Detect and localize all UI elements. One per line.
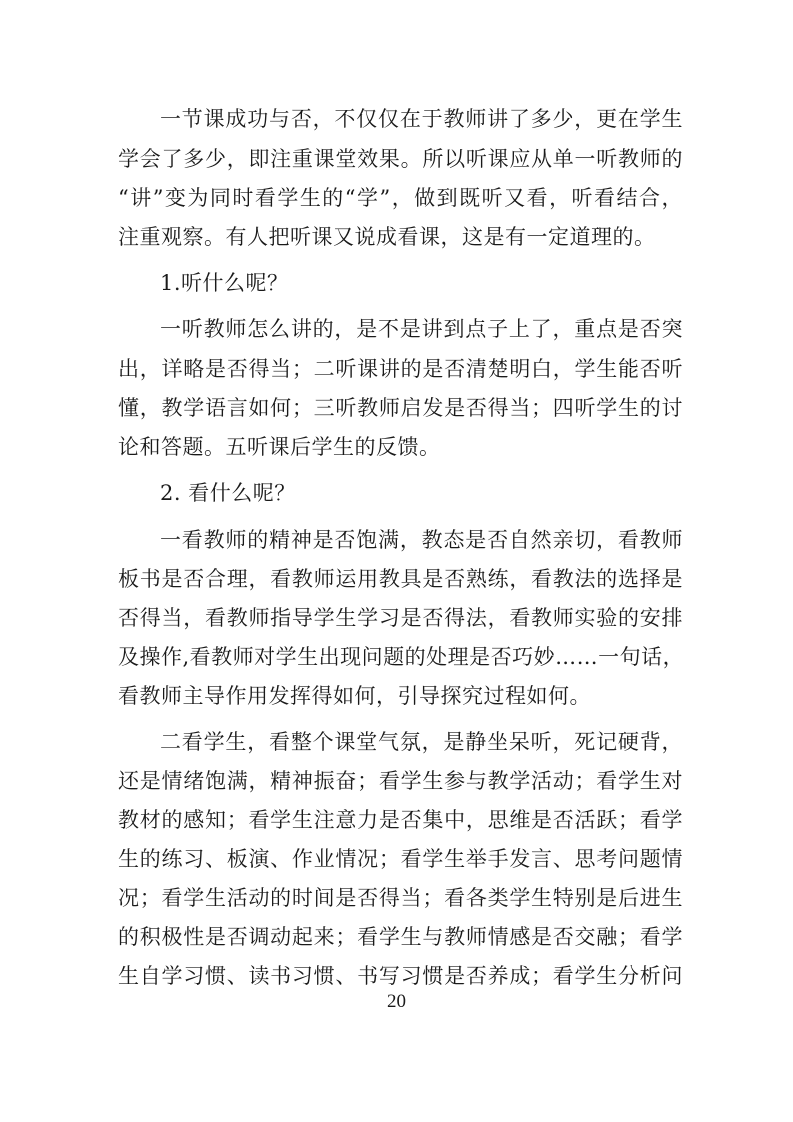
paragraph-3-line-4: 及操作,看教师对学生出现问题的处理是否巧妙……一句话，: [118, 645, 685, 669]
paragraph-4-line-4: 生的练习、板演、作业情况；看学生举手发言、思考问题情: [118, 847, 683, 871]
section-heading-look: 2. 看什么呢？: [160, 481, 296, 505]
paragraph-1-line-2: 学会了多少，即注重课堂效果。所以听课应从单一听教师的: [118, 147, 683, 171]
paragraph-4-line-3: 教材的感知；看学生注意力是否集中，思维是否活跃；看学: [118, 808, 683, 832]
paragraph-1-line-3: “讲”变为同时看学生的“学”，做到既听又看，听看结合，: [118, 186, 683, 210]
paragraph-2-line-1: 一听教师怎么讲的，是不是讲到点子上了，重点是否突: [160, 317, 683, 341]
paragraph-3-line-2: 板书是否合理，看教师运用教具是否熟练，看教法的选择是: [118, 567, 683, 591]
paragraph-3-line-5: 看教师主导作用发挥得如何，引导探究过程如何。: [118, 684, 591, 708]
paragraph-1-line-4: 注重观察。有人把听课又说成看课，这是有一定道理的。: [118, 225, 656, 249]
paragraph-3-line-3: 否得当，看教师指导学生学习是否得法，看教师实验的安排: [118, 606, 683, 630]
section-heading-listen: 1.听什么呢？: [160, 271, 289, 295]
paragraph-4-line-6: 的积极性是否调动起来；看学生与教师情感是否交融；看学: [118, 925, 683, 949]
paragraph-1-line-1: 一节课成功与否，不仅仅在于教师讲了多少，更在学生: [160, 107, 683, 131]
paragraph-3-line-1: 一看教师的精神是否饱满，教态是否自然亲切，看教师: [160, 528, 683, 552]
paragraph-4-line-7: 生自学习惯、读书习惯、书写习惯是否养成；看学生分析问: [118, 964, 683, 988]
paragraph-2-line-3: 懂，教学语言如何；三听教师启发是否得当；四听学生的讨: [118, 396, 683, 420]
paragraph-4-line-1: 二看学生，看整个课堂气氛，是静坐呆听，死记硬背，: [160, 730, 683, 754]
page-number: 20: [387, 991, 406, 1012]
paragraph-2-line-2: 出，详略是否得当；二听课讲的是否清楚明白，学生能否听: [118, 357, 683, 381]
paragraph-4-line-2: 还是情绪饱满，精神振奋；看学生参与教学活动；看学生对: [118, 769, 683, 793]
paragraph-2-line-4: 论和答题。五听课后学生的反馈。: [118, 435, 441, 459]
paragraph-4-line-5: 况；看学生活动的时间是否得当；看各类学生特别是后进生: [118, 886, 683, 910]
